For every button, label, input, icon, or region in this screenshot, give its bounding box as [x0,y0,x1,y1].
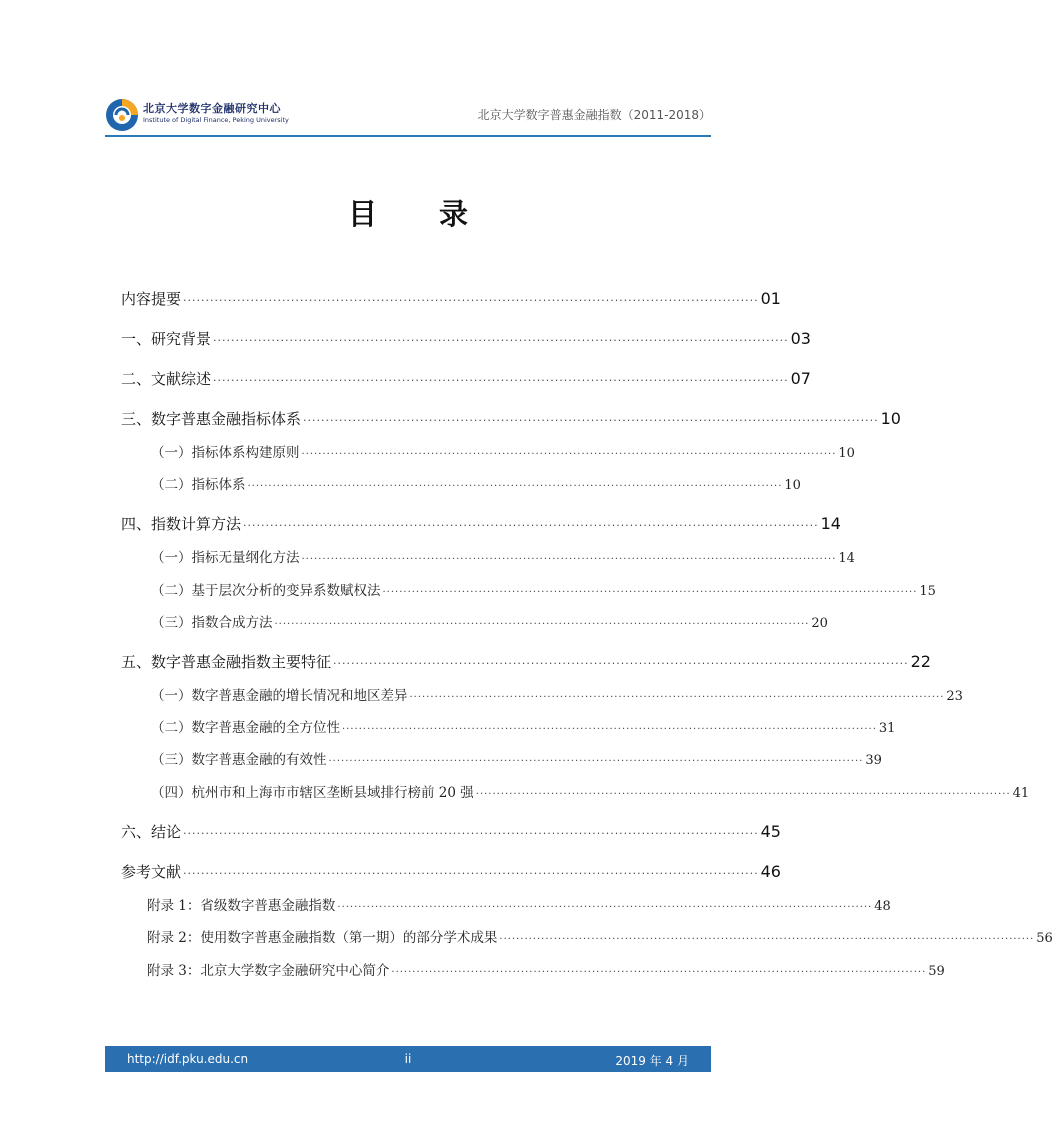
toc-page-number: 07 [790,369,811,388]
toc-entry[interactable] [151,716,896,736]
footer-page-number: ii [404,1052,412,1066]
toc-leader: ································································································································ [303,414,879,427]
toc-leader: ································································································································ [183,867,759,880]
toc-leader: ································································································································ [342,724,877,735]
toc-label: 四、指数计算方法 [121,515,242,533]
toc-label: （四）杭州市和上海市市辖区垄断县域排行榜前 20 强 [151,785,474,801]
toc-page-number: 59 [928,964,945,979]
toc-page-number: 22 [910,652,931,671]
toc-entry[interactable] [147,959,945,979]
toc-label: 二、文献综述 [121,370,212,388]
toc-entry[interactable] [151,441,855,461]
toc-label: （三）数字普惠金融的有效性 [151,752,327,768]
toc-page-number: 14 [820,514,841,533]
toc-leader: ································································································································ [301,554,837,565]
toc-entry[interactable] [151,611,828,631]
toc-entry[interactable] [121,821,781,842]
toc-label: （二）数字普惠金融的全方位性 [151,720,340,736]
footer-date: 2019 年 4 月 [615,1054,689,1068]
toc-leader: ································································································································ [337,902,873,913]
page-header [105,96,711,136]
toc-label: （二）指标体系 [151,477,246,493]
header-divider [105,135,711,137]
toc-label: 内容提要 [121,290,182,308]
toc-entry[interactable] [147,926,1053,946]
toc-label: 附录 2：使用数字普惠金融指数（第一期）的部分学术成果 [147,930,498,946]
toc-page-number: 31 [878,721,896,736]
toc-leader: ································································································································ [213,334,789,347]
toc-leader: ································································································································ [333,657,909,670]
org-name-cn: 北京大学数字金融研究中心 [143,102,281,115]
toc-entry[interactable] [147,894,891,914]
toc-page-number: 39 [865,753,882,768]
toc-page-number: 01 [760,289,781,308]
toc-entry[interactable] [151,579,936,599]
page-footer [105,1046,711,1072]
toc-label: 附录 3：北京大学数字金融研究中心简介 [147,963,390,979]
toc-label: （一）数字普惠金融的增长情况和地区差异 [151,688,408,704]
toc-leader: ································································································································ [499,934,1035,945]
toc-leader: ································································································································ [382,587,918,598]
toc-entry[interactable] [121,328,811,349]
toc-entry[interactable] [151,473,801,493]
toc-entry[interactable] [121,513,841,534]
toc-page-number: 15 [919,584,936,599]
toc-leader: ································································································································ [183,294,759,307]
toc-label: （一）指标无量纲化方法 [151,550,300,566]
toc-label: 一、研究背景 [121,330,212,348]
toc-leader: ································································································································ [274,619,810,630]
toc-leader: ································································································································ [247,481,783,492]
toc-page-number: 41 [1012,786,1030,801]
toc-entry[interactable] [121,861,781,882]
toc-entry[interactable] [121,651,931,672]
header-doc-title: 北京大学数字普惠金融指数（2011-2018） [477,108,711,122]
toc-label: 三、数字普惠金融指标体系 [121,410,302,428]
toc-page-number: 23 [946,689,963,704]
idf-logo-icon [105,98,139,132]
toc-entry[interactable] [121,408,901,429]
toc-label: 参考文献 [121,863,182,881]
toc-entry[interactable] [151,748,882,768]
toc-page-number: 14 [838,551,855,566]
toc-leader: ································································································································ [213,374,789,387]
toc-label: （二）基于层次分析的变异系数赋权法 [151,583,381,599]
toc-label: 附录 1：省级数字普惠金融指数 [147,898,336,914]
toc-label: 六、结论 [121,823,182,841]
toc-entry[interactable] [121,288,781,309]
toc-page-number: 48 [874,899,891,914]
toc-page-number: 10 [838,446,855,461]
page-title: 目 录 [347,197,495,231]
toc-page-number: 46 [760,862,781,881]
toc-page-number: 10 [880,409,901,428]
toc-leader: ································································································································ [183,827,759,840]
toc-label: （三）指数合成方法 [151,615,273,631]
toc-label: 五、数字普惠金融指数主要特征 [121,653,332,671]
toc-entry[interactable] [151,546,855,566]
toc-leader: ································································································································ [475,789,1011,800]
toc-leader: ································································································································ [243,519,819,532]
toc-label: （一）指标体系构建原则 [151,445,300,461]
org-name-en: Institute of Digital Finance, Peking University [143,116,289,124]
toc-page-number: 10 [784,478,801,493]
toc-leader: ································································································································ [328,756,864,767]
toc-leader: ································································································································ [301,449,837,460]
toc-page-number: 56 [1036,931,1053,946]
toc-page-number: 45 [760,822,781,841]
toc-leader: ································································································································ [391,967,927,978]
toc-entry[interactable] [151,781,1030,801]
footer-url-link[interactable]: http://idf.pku.edu.cn [127,1052,249,1066]
toc-entry[interactable] [151,684,963,704]
toc-page-number: 20 [811,616,828,631]
toc-entry[interactable] [121,368,811,389]
toc-page-number: 03 [790,329,811,348]
toc-leader: ································································································································ [409,692,945,703]
